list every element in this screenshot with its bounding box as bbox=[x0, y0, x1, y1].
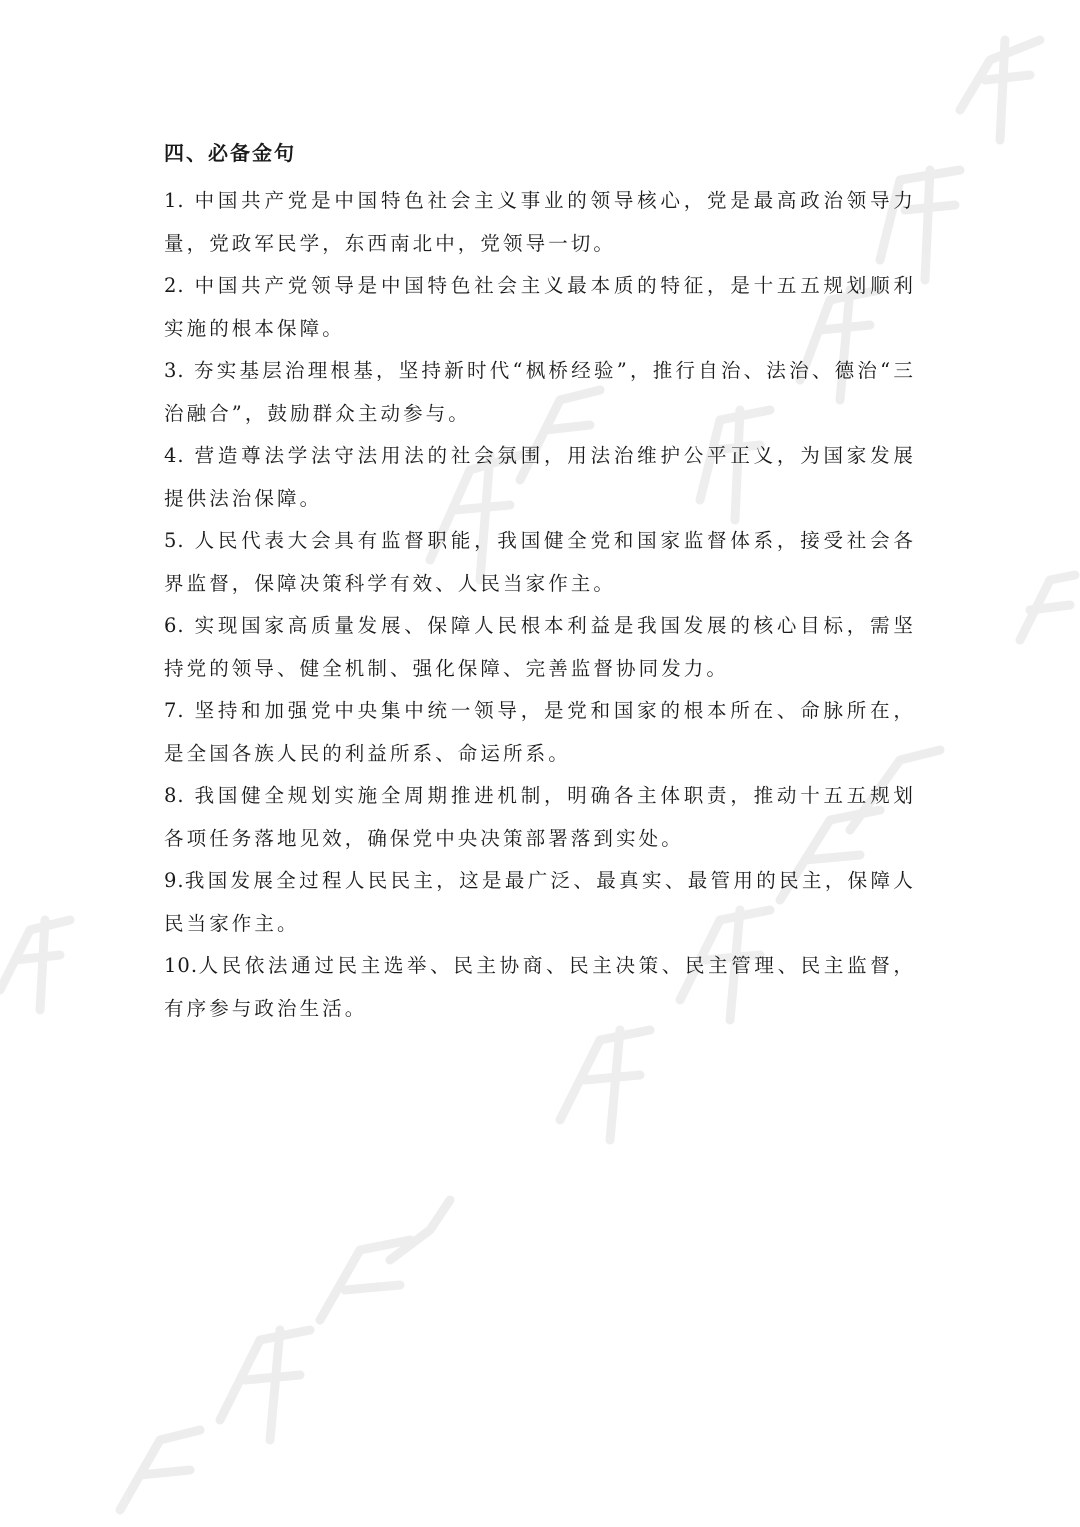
list-item bbox=[164, 690, 916, 775]
item-number: 10. bbox=[164, 954, 199, 977]
item-text: 坚持和加强党中央集中统一领导，是党和国家的根本所在、命脉所在，是全国各族人民的利益所系、命运所系。 bbox=[164, 699, 916, 765]
item-text: 夯实基层治理根基，坚持新时代“枫桥经验”，推行自治、法治、德治“三治融合”，鼓励群众主动参与。 bbox=[164, 359, 916, 425]
item-number: 1. bbox=[164, 189, 185, 212]
item-text: 人民代表大会具有监督职能，我国健全党和国家监督体系，接受社会各界监督，保障决策科学有效、人民当家作主。 bbox=[164, 529, 916, 595]
list-item bbox=[164, 180, 916, 265]
list-item bbox=[164, 520, 916, 605]
list-item bbox=[164, 350, 916, 435]
item-text: 我国健全规划实施全周期推进机制，明确各主体职责，推动十五五规划各项任务落地见效，确保党中央决策部署落到实处。 bbox=[164, 784, 916, 850]
list-item bbox=[164, 860, 916, 945]
list-item bbox=[164, 605, 916, 690]
item-text: 中国共产党是中国特色社会主义事业的领导核心，党是最高政治领导力量，党政军民学，东西南北中，党领导一切。 bbox=[164, 189, 916, 255]
list-item bbox=[164, 435, 916, 520]
item-text: 中国共产党领导是中国特色社会主义最本质的特征，是十五五规划顺利实施的根本保障。 bbox=[164, 274, 916, 340]
item-text: 营造尊法学法守法用法的社会氛围，用法治维护公平正义，为国家发展提供法治保障。 bbox=[164, 444, 916, 510]
list-item bbox=[164, 775, 916, 860]
item-number: 8. bbox=[164, 784, 185, 807]
item-text: 人民依法通过民主选举、民主协商、民主决策、民主管理、民主监督，有序参与政治生活。 bbox=[164, 954, 916, 1020]
item-text: 我国发展全过程人民民主，这是最广泛、最真实、最管用的民主，保障人民当家作主。 bbox=[164, 869, 916, 935]
list-item bbox=[164, 265, 916, 350]
item-number: 4. bbox=[164, 444, 185, 467]
item-number: 6. bbox=[164, 614, 185, 637]
section-title: 四、必备金句 bbox=[164, 141, 296, 165]
item-number: 2. bbox=[164, 274, 185, 297]
item-text: 实现国家高质量发展、保障人民根本利益是我国发展的核心目标，需坚持党的领导、健全机制、强化保障、完善监督协同发力。 bbox=[164, 614, 916, 680]
list-item bbox=[164, 945, 916, 1030]
document-body bbox=[164, 138, 916, 1030]
item-number: 5. bbox=[164, 529, 185, 552]
item-number: 3. bbox=[164, 359, 185, 382]
item-number: 9. bbox=[164, 869, 185, 892]
item-number: 7. bbox=[164, 699, 185, 722]
